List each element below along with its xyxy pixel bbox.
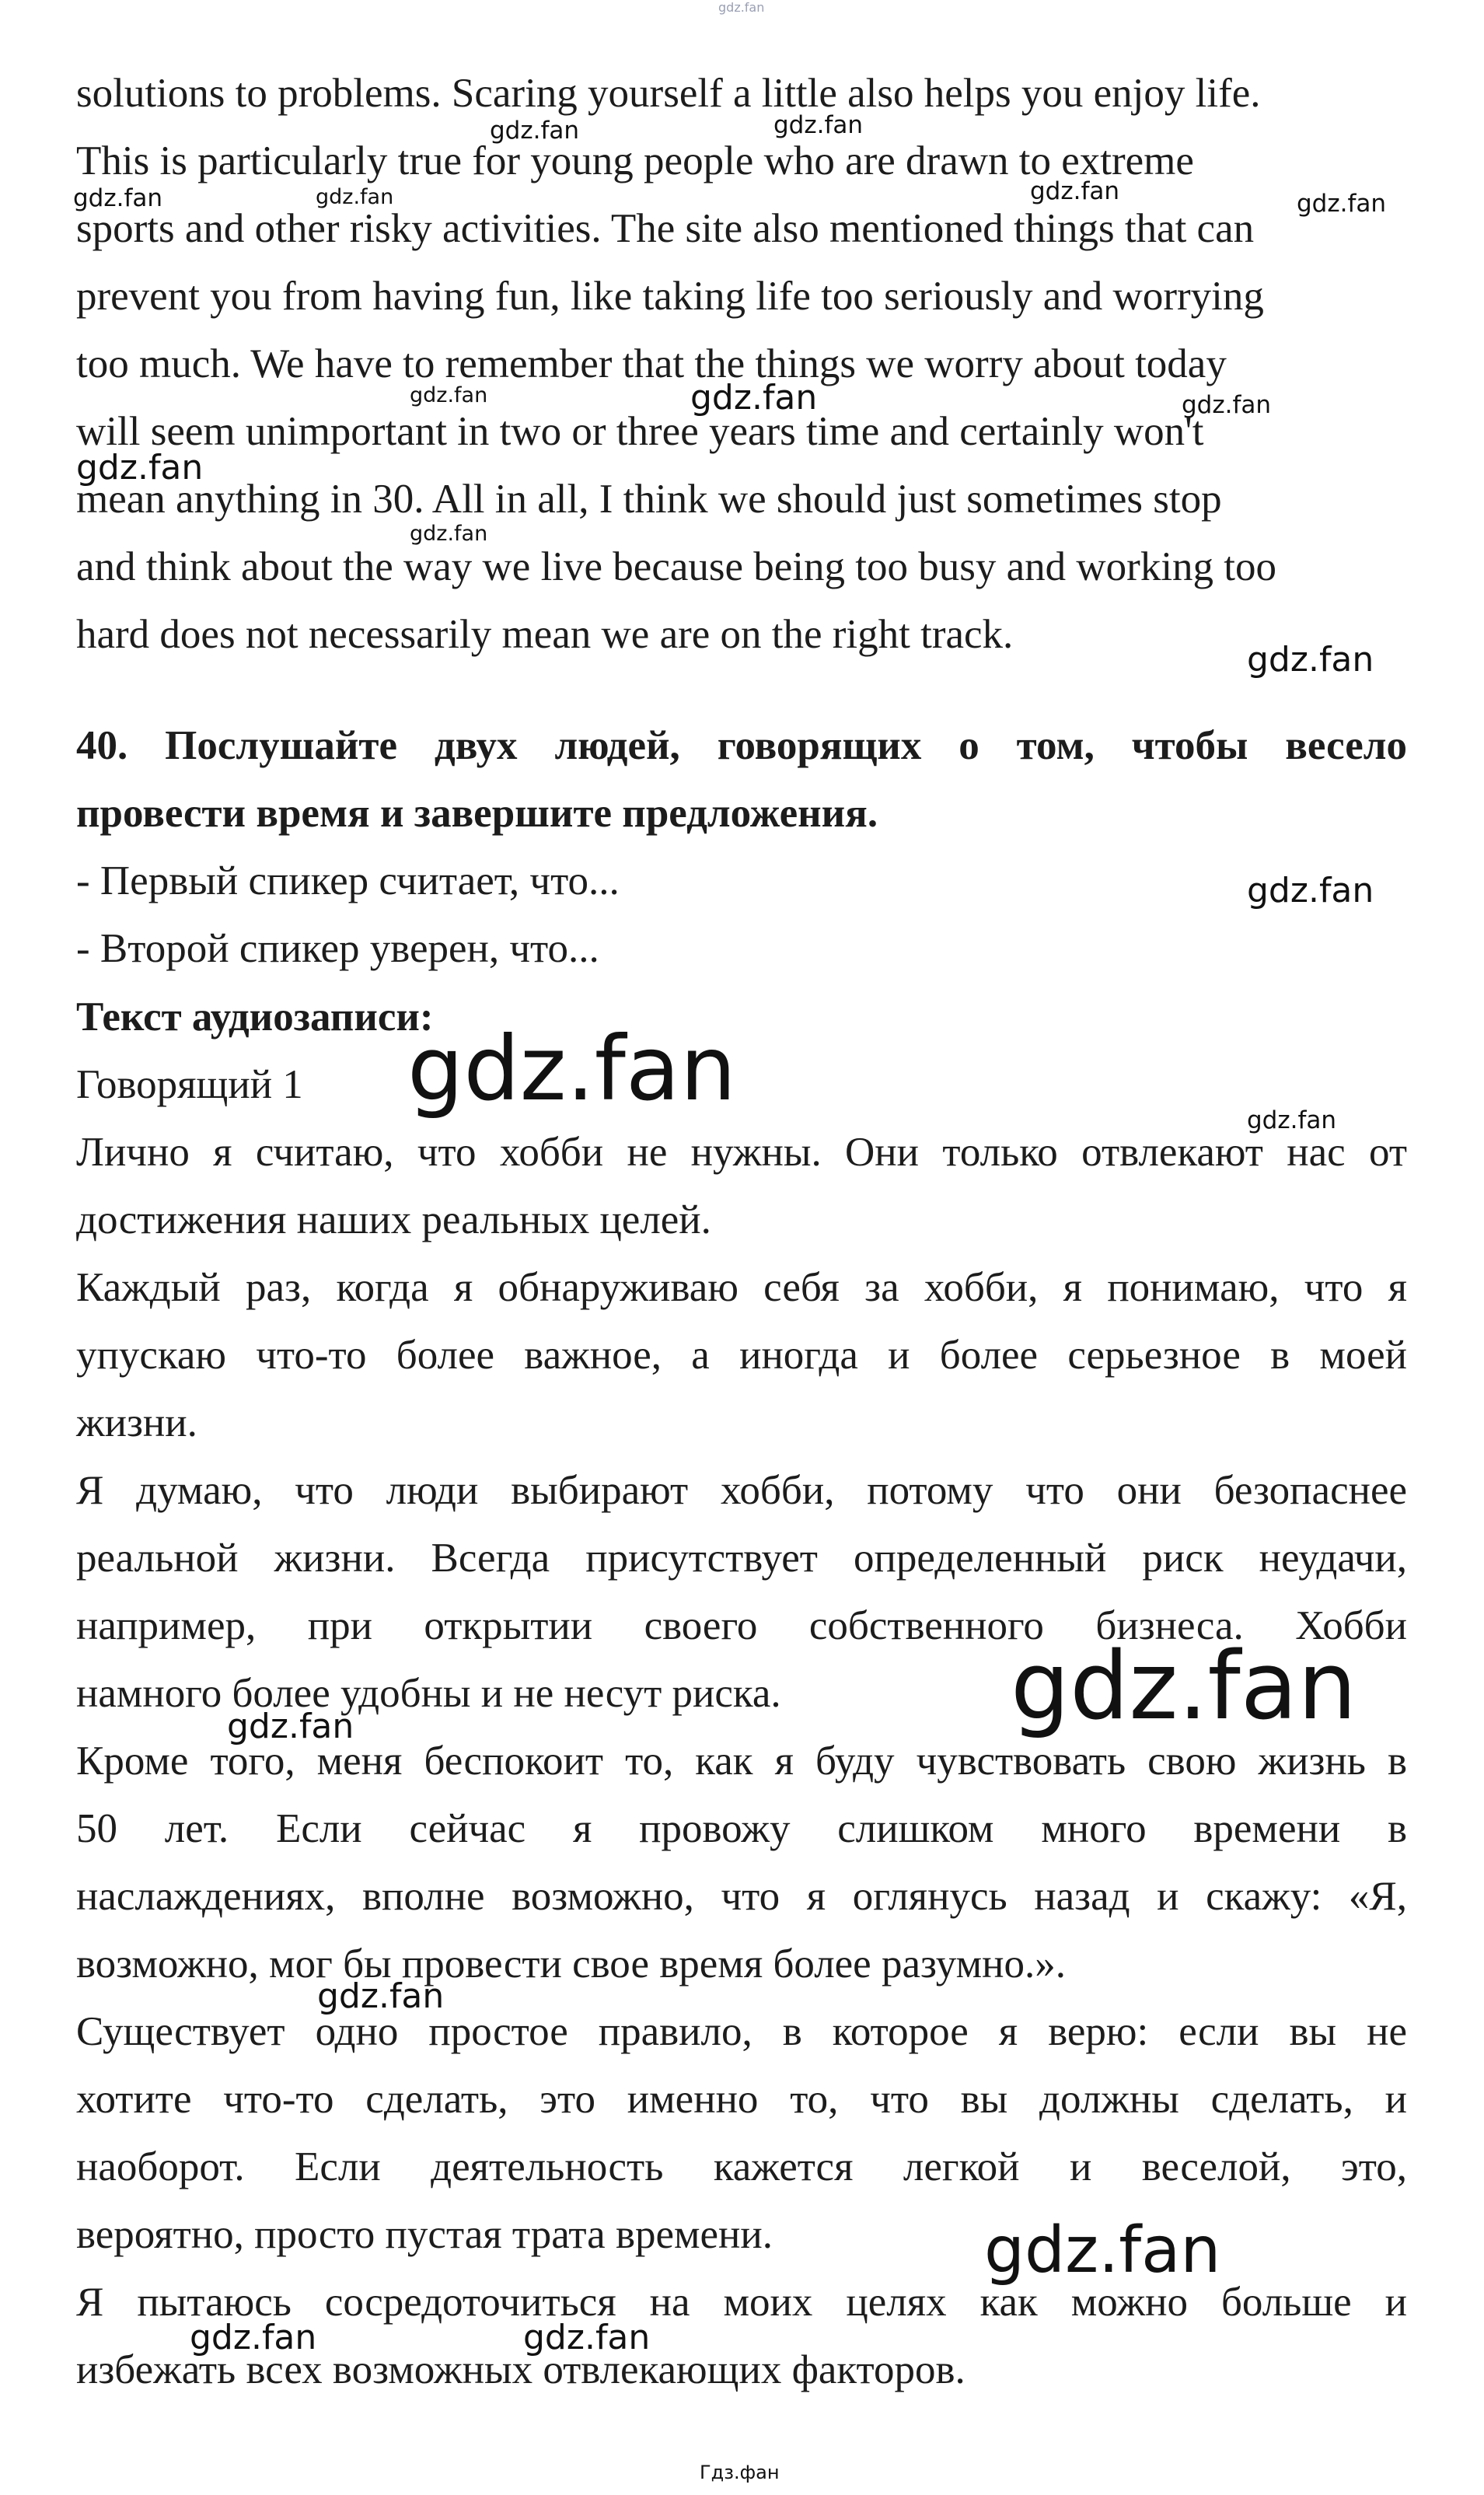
watermark: gdz.fan	[984, 2214, 1221, 2287]
watermark: gdz.fan	[407, 1017, 737, 1120]
paragraph-line: will seem unimportant in two or three years time and certainly won't	[76, 409, 1204, 454]
watermark: gdz.fan	[317, 1976, 445, 2016]
transcript-line: достижения наших реальных целей.	[76, 1197, 711, 1242]
transcript-line: Я пытаюсь сосредоточиться на моих целях как можно больше и	[76, 2280, 1407, 2325]
transcript-line: намного более удобны и не несут риска.	[76, 1671, 781, 1716]
transcript-line: Я думаю, что люди выбирают хобби, потому что они безопаснее	[76, 1468, 1407, 1513]
watermark: gdz.fan	[227, 1707, 354, 1746]
transcript-line: хотите что-то сделать, это именно то, что вы должны сделать, и	[76, 2077, 1407, 2122]
watermark: gdz.fan	[316, 185, 394, 209]
transcript-line: 50 лет. Если сейчас я провожу слишком много времени в	[76, 1806, 1407, 1851]
transcript-heading: Текст аудиозаписи:	[76, 994, 434, 1040]
paragraph-line: and think about the way we live because being too busy and working too	[76, 544, 1277, 589]
speaker-label: Говорящий 1	[76, 1062, 303, 1107]
transcript-line: реальной жизни. Всегда присутствует определенный риск неудачи,	[76, 1536, 1407, 1581]
watermark: gdz.fan	[773, 111, 864, 139]
transcript-line: Существует одно простое правило, в которое я верю: если вы не	[76, 2009, 1407, 2054]
task-prompt-second-speaker: - Второй спикер уверен, что...	[76, 926, 599, 971]
watermark: gdz.fan	[1182, 391, 1272, 419]
transcript-line: избежать всех возможных отвлекающих факторов.	[76, 2347, 965, 2392]
paragraph-line: hard does not necessarily mean we are on the right track.	[76, 612, 1014, 657]
paragraph-line: mean anything in 30. All in all, I think we should just sometimes stop	[76, 477, 1222, 522]
transcript-line: возможно, мог бы провести свое время более разумно.».	[76, 1941, 1067, 1987]
watermark: gdz.fan	[1247, 1106, 1337, 1134]
watermark: gdz.fan	[76, 448, 204, 487]
watermark: gdz.fan	[1297, 190, 1387, 218]
task-prompt-first-speaker: - Первый спикер считает, что...	[76, 858, 620, 903]
transcript-line: вероятно, просто пустая трата времени.	[76, 2212, 773, 2257]
transcript-line: например, при открытии своего собственного бизнеса. Хобби	[76, 1603, 1407, 1648]
paragraph-line: sports and other risky activities. The site also mentioned things that can	[76, 206, 1255, 251]
watermark: gdz.fan	[190, 2318, 317, 2357]
watermark: gdz.fan	[718, 0, 765, 15]
footer-watermark: Гдз.фан	[700, 2462, 780, 2483]
task-heading-line-2: провести время и завершите предложения.	[76, 791, 878, 836]
transcript-line: наоборот. Если деятельность кажется легкой и веселой, это,	[76, 2144, 1407, 2189]
transcript-line: Каждый раз, когда я обнаруживаю себя за хобби, я понимаю, что я	[76, 1265, 1407, 1310]
watermark: gdz.fan	[410, 522, 488, 546]
watermark: gdz.fan	[690, 378, 818, 418]
transcript-line: Кроме того, меня беспокоит то, как я буду чувствовать свою жизнь в	[76, 1738, 1407, 1784]
watermark: gdz.fan	[490, 117, 580, 145]
paragraph-line: solutions to problems. Scaring yourself a little also helps you enjoy life.	[76, 71, 1261, 116]
watermark: gdz.fan	[73, 184, 163, 212]
watermark: gdz.fan	[1247, 640, 1374, 680]
paragraph-line: prevent you from having fun, like taking life too seriously and worrying	[76, 274, 1264, 319]
watermark: gdz.fan	[410, 383, 488, 407]
watermark: gdz.fan	[1247, 871, 1374, 910]
transcript-line: жизни.	[76, 1400, 197, 1445]
watermark: gdz.fan	[1030, 177, 1120, 205]
watermark: gdz.fan	[523, 2318, 651, 2357]
watermark: gdz.fan	[1011, 1633, 1357, 1741]
transcript-line: упускаю что-то более важное, а иногда и более серьезное в моей	[76, 1333, 1407, 1378]
transcript-line: Лично я считаю, что хобби не нужны. Они только отвлекают нас от	[76, 1130, 1407, 1175]
transcript-line: наслаждениях, вполне возможно, что я оглянусь назад и скажу: «Я,	[76, 1874, 1407, 1919]
task-heading-line-1: 40. Послушайте двух людей, говорящих о том, чтобы весело	[76, 723, 1407, 768]
paragraph-line: This is particularly true for young people who are drawn to extreme	[76, 138, 1194, 183]
paragraph-line: too much. We have to remember that the things we worry about today	[76, 341, 1227, 386]
